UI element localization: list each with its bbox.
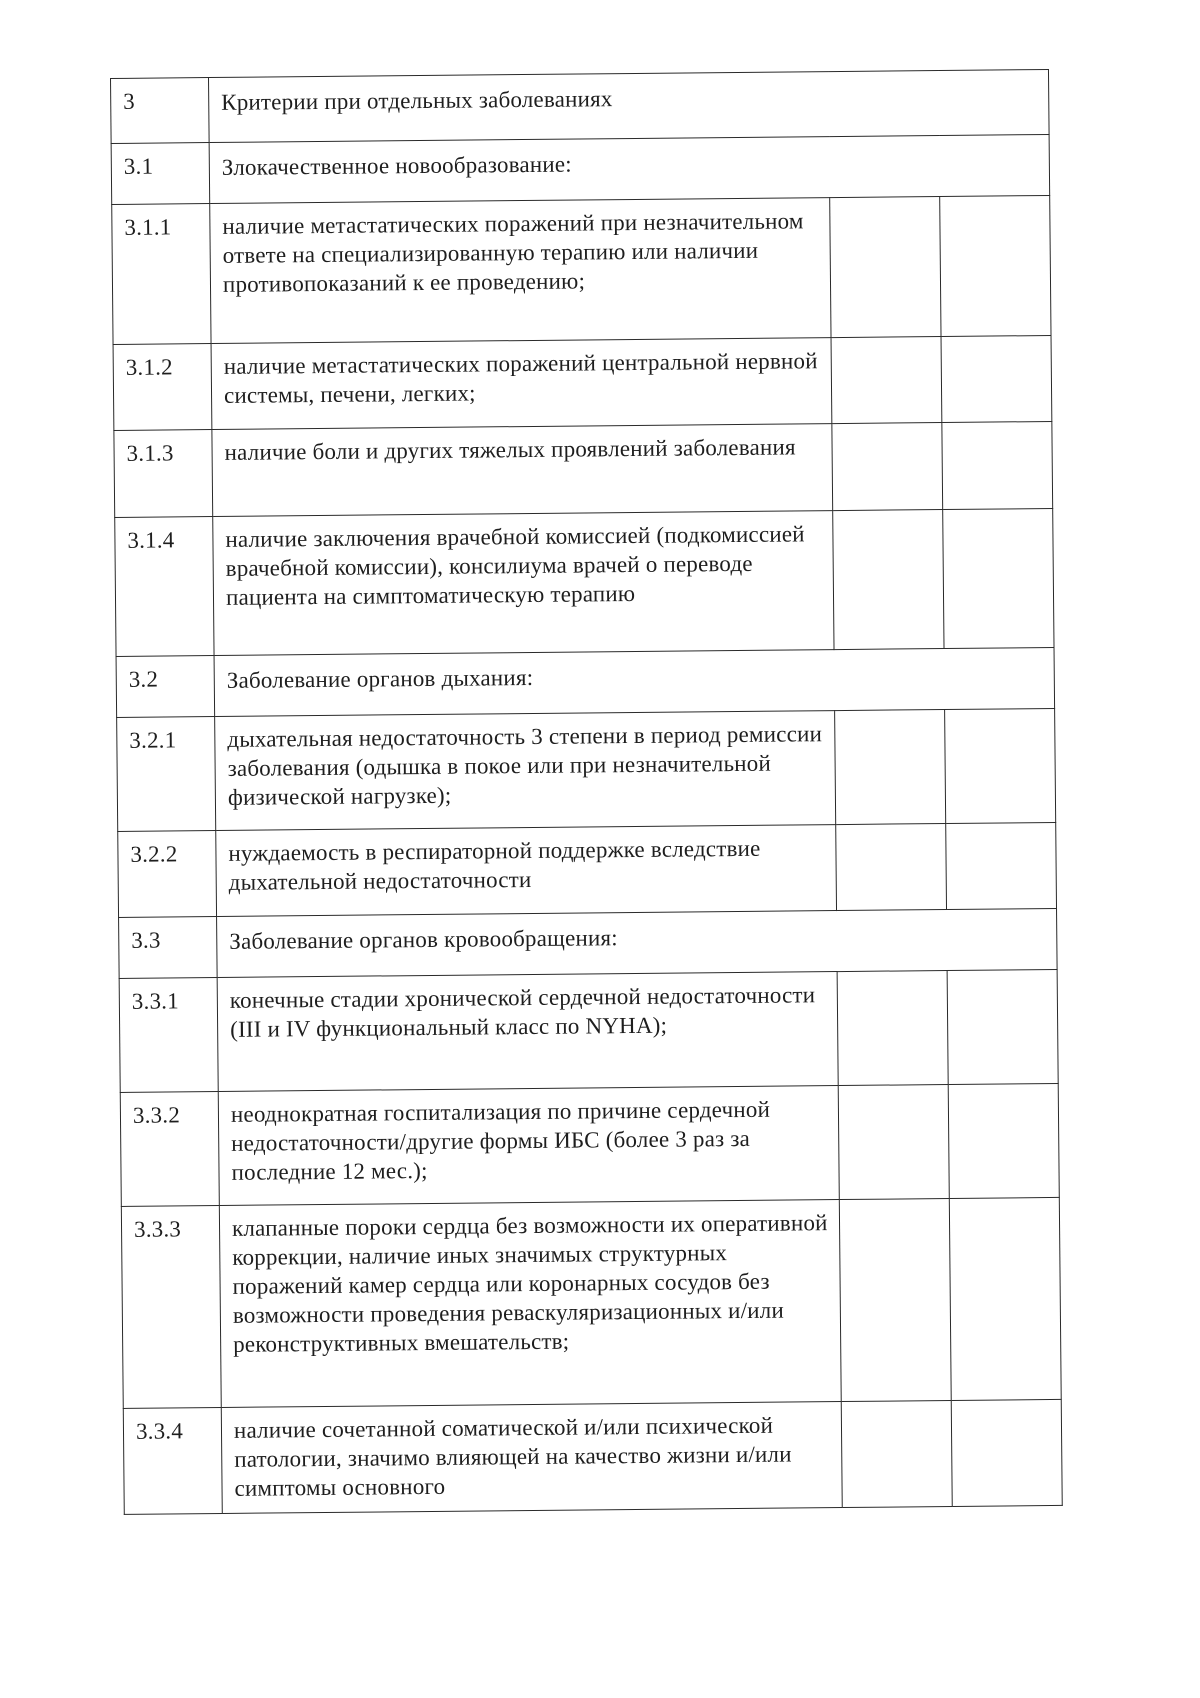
row-text: наличие заключения врачебной комиссией (подкомиссией врачебной комиссии), консилиума врачей о переводе пациента на симптоматическую терапию [213,511,834,656]
row-number: 3.3.1 [119,978,218,1093]
answer-cell-a [836,824,947,911]
table-row [118,822,1057,917]
row-text: Злокачественное новообразование: [209,134,1050,203]
answer-cell-a [833,510,944,650]
row-text: Критерии при отдельных заболеваниях [209,69,1050,142]
answer-cell-b [943,508,1054,648]
row-text: нуждаемость в респираторной поддержке вследствие дыхательной недостаточности [216,825,837,917]
criteria-table [110,69,1063,1515]
row-text: неоднократная госпитализация по причине сердечной недостаточности/другие формы ИБС (более 3 раз за последние 12 мес.); [218,1086,839,1206]
answer-cell-b [942,421,1053,509]
table-row [112,195,1051,344]
row-number: 3.3.2 [120,1092,219,1207]
row-number: 3 [111,78,210,144]
table-row [123,1399,1062,1514]
answer-cell-b [946,822,1057,909]
answer-cell-a [837,971,948,1086]
row-number: 3.3.4 [123,1407,222,1514]
row-number: 3.1.1 [112,204,211,345]
answer-cell-b [951,1399,1062,1506]
row-text: Заболевание органов дыхания: [214,647,1055,716]
table-row [114,421,1053,517]
table-row [117,708,1056,831]
answer-cell-b [947,969,1058,1084]
row-number: 3.2 [116,656,215,718]
answer-cell-a [831,337,942,424]
answer-cell-a [830,197,941,338]
row-number: 3.1.4 [115,517,214,657]
answer-cell-a [838,1085,949,1200]
row-number: 3.3 [119,917,218,979]
table-row-section-3 [111,69,1050,143]
answer-cell-b [940,195,1051,336]
answer-cell-b [945,708,1056,823]
answer-cell-a [841,1400,952,1507]
answer-cell-a [832,423,943,511]
table-row [119,969,1058,1092]
table-row [120,1083,1059,1206]
row-number: 3.2.1 [117,717,216,832]
row-number: 3.1.3 [114,430,213,518]
table-row [115,508,1054,656]
row-text: наличие метастатических поражений центральной нервной системы, печени, легких; [211,338,832,430]
row-text: наличие боли и других тяжелых проявлений заболевания [212,424,833,517]
table-row [113,335,1052,430]
row-text: наличие метастатических поражений при незначительном ответе на специализированную терапию или наличии противопоказаний к ее проведению; [210,198,831,344]
row-number: 3.3.3 [121,1206,221,1409]
answer-cell-b [948,1083,1059,1198]
row-text: клапанные пороки сердца без возможности их оперативной коррекции, наличие иных значимых структурных поражений камер сердца или коронарных сосудов без возможности проведения реваскуляризационных и/или реконструктивных вмешательств; [219,1200,841,1408]
row-text: дыхательная недостаточность 3 степени в период ремиссии заболевания (одышка в покое или при незначительной физической нагрузке); [215,711,836,831]
answer-cell-a [839,1198,951,1401]
table-row-section-3-2 [116,647,1055,717]
table-row-section-3-1 [111,134,1050,204]
table-row-section-3-3 [119,908,1058,978]
answer-cell-b [941,335,1052,422]
answer-cell-a [835,710,946,825]
row-text: конечные стадии хронической сердечной недостаточности (III и IV функциональный класс по NYHA); [217,972,838,1092]
row-number: 3.1.2 [113,344,212,431]
table-row [121,1197,1061,1408]
row-text: Заболевание органов кровообращения: [217,908,1058,977]
row-text: наличие сочетанной соматической и/или психической патологии, значимо влияющей на качество жизни и/или симптомы основного [221,1402,842,1514]
answer-cell-b [949,1197,1061,1400]
row-number: 3.2.2 [118,831,217,918]
row-number: 3.1 [111,143,210,205]
